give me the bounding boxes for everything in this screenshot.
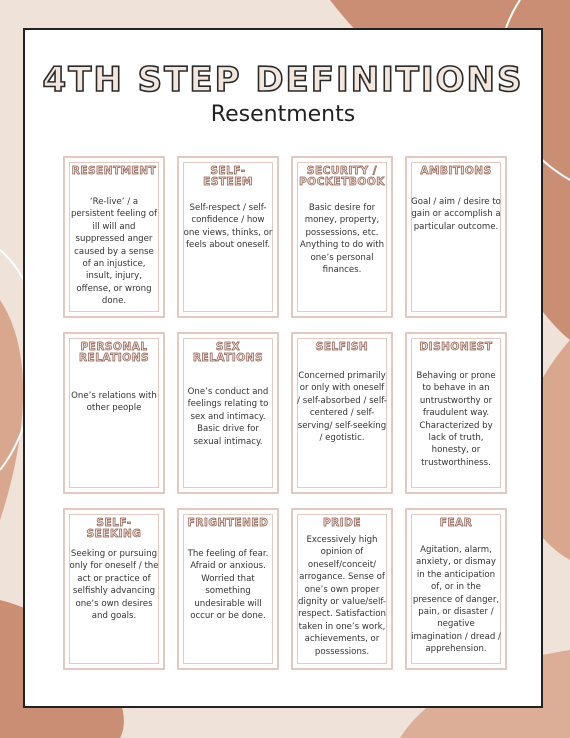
card-sex-relations — [177, 332, 279, 494]
card-definition: Behaving or prone to behave in an untrustworthy or fraudulent way. Characterized by lack of truth, honesty, or trustworthiness. — [416, 371, 496, 468]
card-dishonest — [405, 332, 507, 494]
card-title: SELFISH — [315, 341, 369, 353]
card-personal-relations — [63, 332, 165, 494]
card-title: SELF- SEEKING — [86, 517, 142, 540]
card-title: SELF- ESTEEM — [203, 165, 253, 188]
definitions-grid — [63, 156, 509, 696]
card-title: SECURITY / POCKETBOOK — [299, 165, 385, 188]
card-title: FEAR — [439, 517, 473, 529]
card-security-pocketbook — [291, 156, 393, 318]
worksheet-page — [23, 28, 543, 708]
card-definition: Agitation, alarm, anxiety, or dismay in the anticipation of, or in the presence of danger, pain, or disaster / negative imagination / dread / apprehension. — [411, 545, 501, 655]
card-fear — [405, 508, 507, 670]
card-definition: ‘Re-live’ / a persistent feeling of ill will and suppressed anger caused by a sense of an injustice, insult, injury, offense, or wrong done. — [70, 197, 158, 307]
card-definition: One’s relations with other people — [71, 391, 157, 414]
card-definition: Excessively high opinion of oneself/conceit/ arrogance. Sense of one’s own proper dignity or value/self-respect. Satisfaction taken in one’s work, achievements, or possessions. — [297, 535, 387, 657]
card-title: DISHONEST — [419, 341, 493, 353]
card-ambitions — [405, 156, 507, 318]
card-resentment — [63, 156, 165, 318]
card-frightened — [177, 508, 279, 670]
card-title: RESENTMENT — [71, 165, 157, 177]
card-definition: Basic desire for money, property, possessions, etc. Anything to do with one’s personal finances. — [299, 203, 385, 276]
card-self-esteem — [177, 156, 279, 318]
card-definition: Seeking or pursuing only for oneself / the act or practice of selfishly advancing one’s own desires and goals. — [69, 549, 159, 622]
page-title: 4TH STEP DEFINITIONS — [42, 60, 524, 100]
card-title: PRIDE — [322, 517, 362, 529]
card-definition: The feeling of fear. Afraid or anxious. Worried that something undesirable will occur or be done. — [187, 549, 269, 622]
card-self-seeking — [63, 508, 165, 670]
card-frame — [411, 162, 501, 312]
card-title: SEX RELATIONS — [192, 341, 264, 364]
card-pride — [291, 508, 393, 670]
card-definition: Concerned primarily or only with oneself / self-absorbed / self-centered / self-serving/ self-seeking / egotistic. — [297, 371, 387, 444]
card-title: PERSONAL RELATIONS — [78, 341, 150, 364]
page-subtitle: Resentments — [210, 102, 356, 127]
card-selfish — [291, 332, 393, 494]
card-definition: Self-respect / self-confidence / how one views, thinks, or feels about oneself. — [183, 203, 273, 251]
card-title: AMBITIONS — [420, 165, 492, 177]
card-title: FRIGHTENED — [187, 517, 269, 529]
card-definition: One’s conduct and feelings relating to sex and intimacy. Basic drive for sexual intimacy. — [187, 387, 269, 447]
card-definition: Goal / aim / desire to gain or accomplish a particular outcome. — [411, 197, 501, 232]
